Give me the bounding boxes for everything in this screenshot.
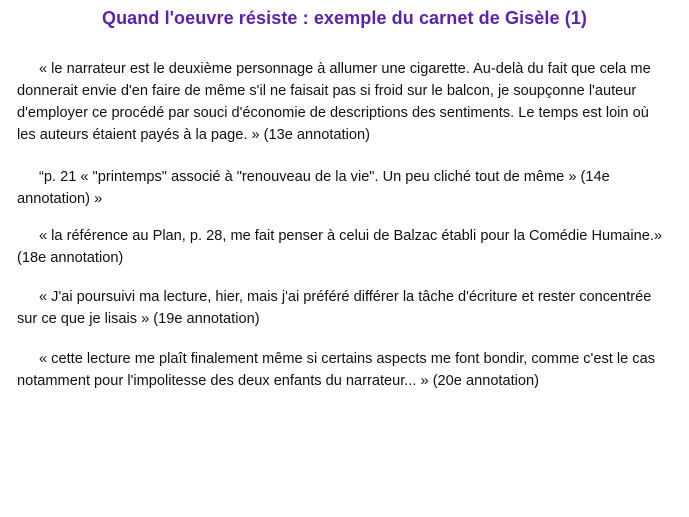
quote-paragraph-19e-annotation: « J'ai poursuivi ma lecture, hier, mais j'ai préféré différer la tâche d'écriture et rester concentrée sur ce que je lisais » (19e annotation) <box>17 289 652 327</box>
slide-body <box>17 58 671 410</box>
quote-paragraph-13e-annotation: « le narrateur est le deuxième personnage à allumer une cigarette. Au-delà du fait que cela me donnerait envie d'en faire de même s'il ne faisait pas si froid sur le balcon, je soupçonne l'auteur d'employer ce procédé par souci d'économie de descriptions des sentiments. Le temps est loin où les auteurs étaient payés à la page. » (13e annotation) <box>17 61 651 143</box>
slide-title: Quand l'oeuvre résiste : exemple du carnet de Gisèle (1) <box>101 8 588 28</box>
quote-paragraph-14e-annotation: “p. 21 « "printemps" associé à "renouveau de la vie". Un peu cliché tout de même » (14e annotation) » <box>17 169 610 207</box>
quote-paragraph-20e-annotation: « cette lecture me plaît finalement même si certains aspects me font bondir, comme c'est le cas notamment pour l'impolitesse des deux enfants du narrateur... » (20e annotation) <box>17 351 655 389</box>
quote-paragraph-18e-annotation: « la référence au Plan, p. 28, me fait penser à celui de Balzac établi pour la Comédie Humaine.» (18e annotation) <box>17 228 663 266</box>
